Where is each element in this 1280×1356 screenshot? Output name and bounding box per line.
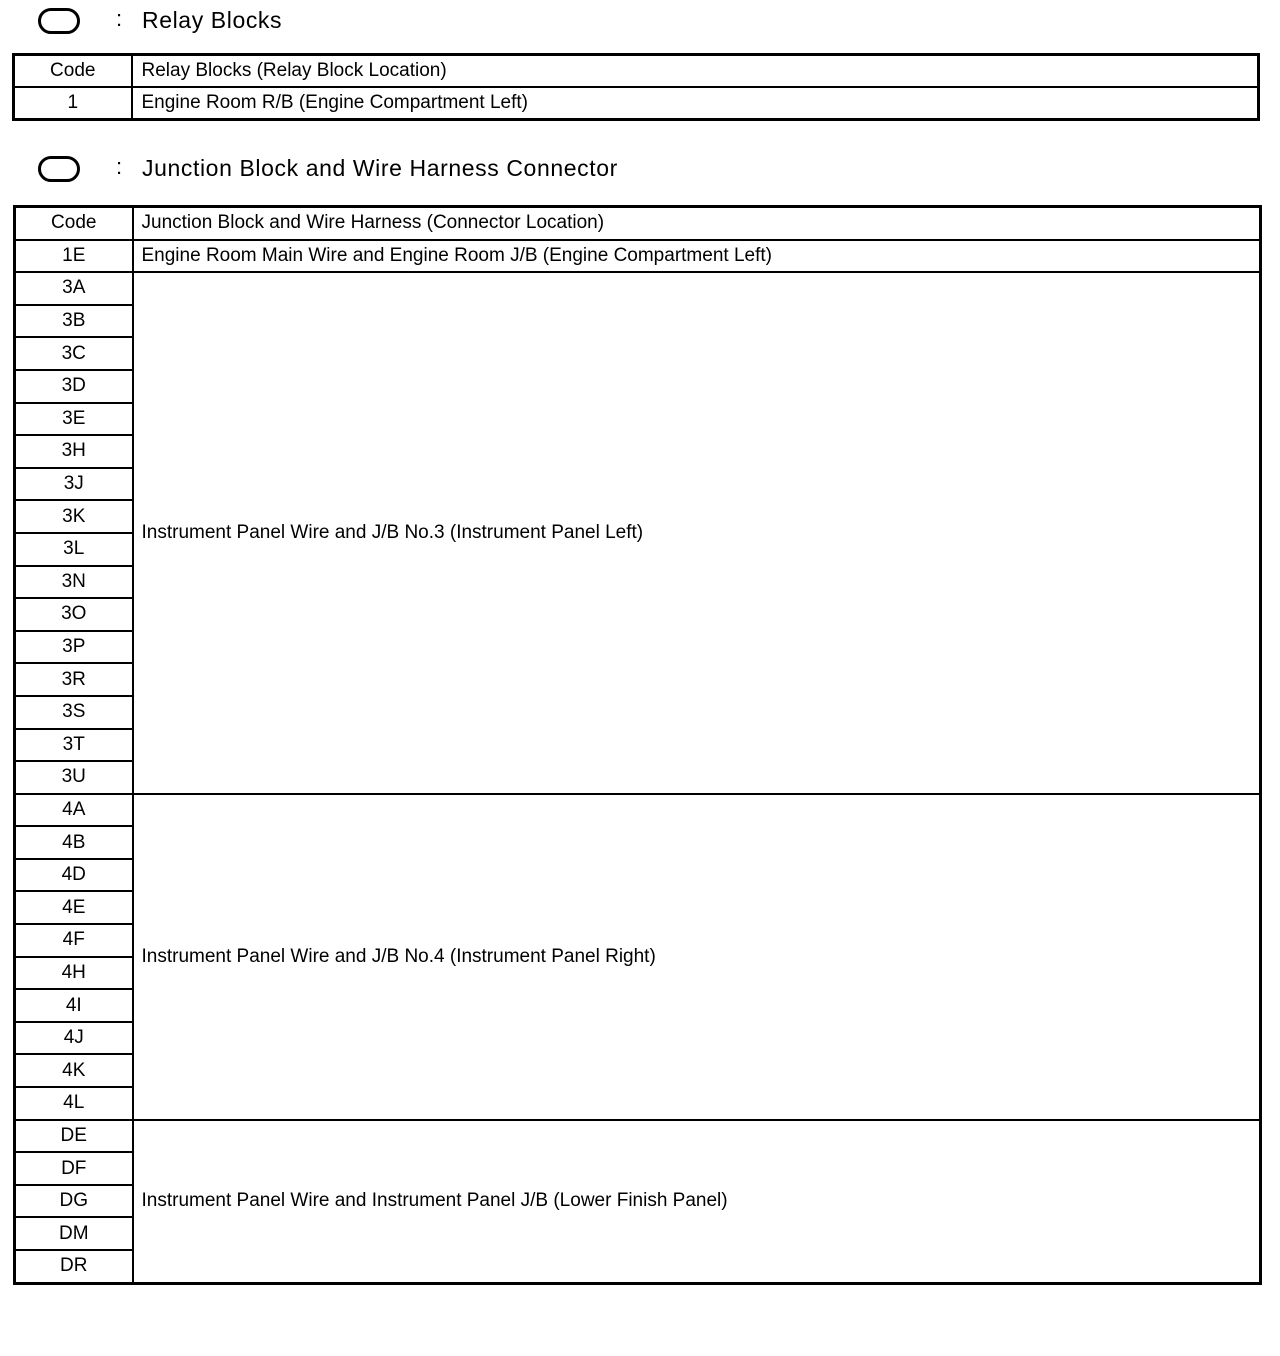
header-colon: :: [116, 6, 123, 31]
code-cell: 4H: [15, 957, 133, 990]
code-cell: 1E: [15, 240, 133, 273]
code-cell: 3T: [15, 729, 133, 762]
description-column-header: Relay Blocks (Relay Block Location): [132, 55, 1259, 88]
code-cell: 1: [14, 87, 132, 120]
code-cell: 3R: [15, 663, 133, 696]
table-header-row: [14, 55, 1259, 88]
code-cell: 3A: [15, 272, 133, 305]
code-cell: 3C: [15, 337, 133, 370]
description-cell: Engine Room Main Wire and Engine Room J/B (Engine Compartment Left): [133, 240, 1261, 273]
code-cell: 3L: [15, 533, 133, 566]
code-cell: 4B: [15, 826, 133, 859]
table-row: [15, 240, 1261, 273]
description-column-header: Junction Block and Wire Harness (Connector Location): [133, 207, 1261, 240]
code-cell: 4J: [15, 1022, 133, 1055]
code-cell: 3N: [15, 566, 133, 599]
code-cell: 3P: [15, 631, 133, 664]
rounded-rectangle-icon: [38, 156, 80, 182]
code-cell: 4F: [15, 924, 133, 957]
description-cell: Instrument Panel Wire and J/B No.4 (Instrument Panel Right): [133, 794, 1261, 1120]
table-row: [15, 794, 1261, 827]
code-cell: 4L: [15, 1087, 133, 1120]
relay-blocks-header: [0, 0, 1280, 40]
relay-blocks-table: [12, 53, 1260, 121]
code-cell: DF: [15, 1152, 133, 1185]
description-cell: Instrument Panel Wire and Instrument Panel J/B (Lower Finish Panel): [133, 1120, 1261, 1283]
description-cell: Instrument Panel Wire and J/B No.3 (Instrument Panel Left): [133, 272, 1261, 794]
code-cell: DR: [15, 1250, 133, 1283]
code-cell: 3K: [15, 500, 133, 533]
code-column-header: Code: [15, 207, 133, 240]
section-title: Junction Block and Wire Harness Connector: [142, 155, 618, 181]
table-row: [15, 1120, 1261, 1153]
code-cell: 4D: [15, 859, 133, 892]
description-cell: Engine Room R/B (Engine Compartment Left): [132, 87, 1259, 120]
code-cell: 4E: [15, 891, 133, 924]
code-cell: 3U: [15, 761, 133, 794]
code-cell: 3S: [15, 696, 133, 729]
table-row: [15, 272, 1261, 305]
code-cell: DE: [15, 1120, 133, 1153]
code-cell: 4I: [15, 989, 133, 1022]
code-cell: 4K: [15, 1054, 133, 1087]
junction-block-table: [13, 205, 1262, 1285]
code-cell: DM: [15, 1217, 133, 1250]
code-cell: 3B: [15, 305, 133, 338]
code-cell: 3D: [15, 370, 133, 403]
rounded-rectangle-icon: [38, 8, 80, 34]
code-cell: 3J: [15, 468, 133, 501]
code-cell: 4A: [15, 794, 133, 827]
junction-block-header: [0, 152, 1280, 192]
code-column-header: Code: [14, 55, 132, 88]
header-colon: :: [116, 154, 123, 179]
code-cell: 3O: [15, 598, 133, 631]
table-header-row: [15, 207, 1261, 240]
table-row: [14, 87, 1259, 120]
section-title: Relay Blocks: [142, 7, 283, 33]
code-cell: DG: [15, 1185, 133, 1218]
code-cell: 3H: [15, 435, 133, 468]
code-cell: 3E: [15, 403, 133, 436]
